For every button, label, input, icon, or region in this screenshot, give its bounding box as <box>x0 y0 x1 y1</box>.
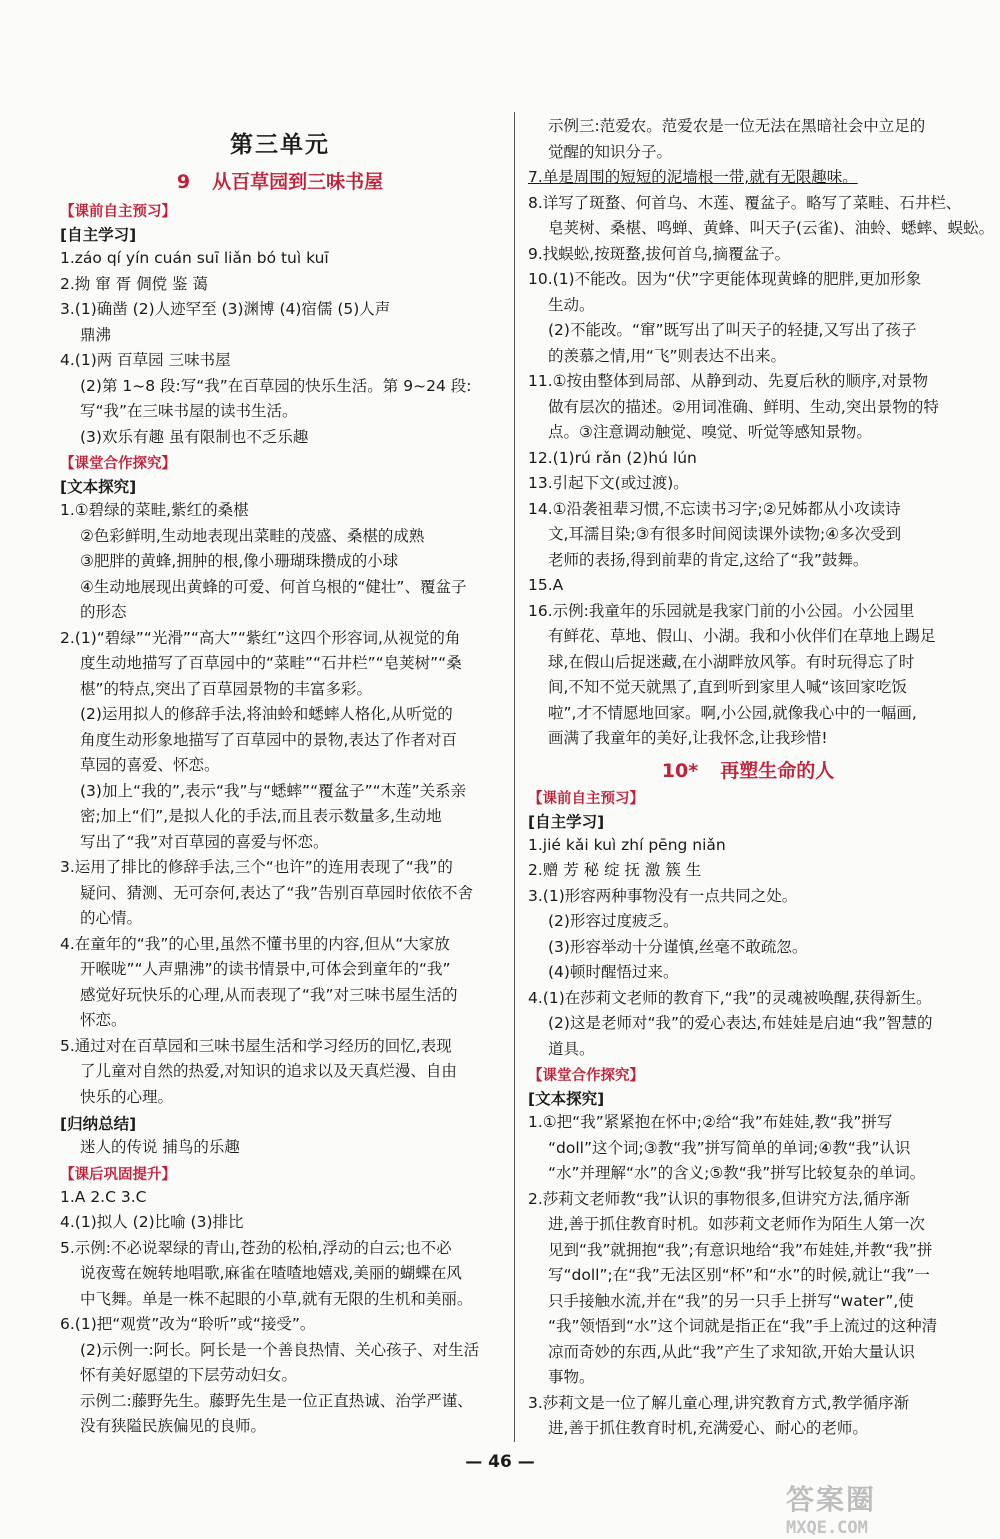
lesson-10-number: 10* <box>661 759 699 782</box>
answer-line: 感觉好玩快乐的心理,从而表现了“我”对三味书屋生活的 <box>80 985 458 1004</box>
watermark <box>786 1478 986 1536</box>
left-column <box>60 108 500 1440</box>
answer-line: 5.通过对在百草园和三味书屋生活和学习经历的回忆,表现 <box>60 1036 452 1055</box>
answer-line: 16.示例:我童年的乐园就是我家门前的小公园。小公园里 <box>528 601 915 620</box>
answer-line: 怀有美好愿望的下层劳动妇女。 <box>80 1366 298 1384</box>
answer-line: 4.在童年的“我”的心里,虽然不懂书里的内容,但从“大家放 <box>60 934 450 953</box>
answer-line: 1.záo qí yín cuán suī liǎn bó tuì kuī <box>60 249 329 267</box>
answer-line: 示例二:藤野先生。藤野先生是一位正直热诚、治学严谨、 <box>80 1391 473 1410</box>
answer-line: (3)欢乐有趣 虽有限制也不乏乐趣 <box>80 427 309 446</box>
answer-line: 觉醒的知识分子。 <box>548 142 673 161</box>
answer-line: (2)形容过度疲乏。 <box>548 912 679 930</box>
answer-line: 做有层次的描述。②用词准确、鲜明、生动,突出景物的特 <box>548 397 939 416</box>
subsection-header: [文本探究] <box>60 478 137 496</box>
answer-line: 12.(1)rú rǎn (2)hú lún <box>528 448 697 467</box>
answer-line: 快乐的心理。 <box>80 1087 174 1106</box>
answer-line: 写“doll”;在“我”无法区别“杯”和“水”的时候,就让“我”一 <box>548 1266 930 1284</box>
answer-line: 3.莎莉文是一位了解儿童心理,讲究教育方式,教学循序渐 <box>528 1393 910 1412</box>
answer-line: 4.(1)两 百草园 三味书屋 <box>60 351 231 369</box>
left-answers <box>60 200 500 1440</box>
answer-line: 写出了“我”对百草园的喜爱与怀恋。 <box>80 832 329 851</box>
answer-line: 球,在假山后捉迷藏,在小湖畔放风筝。有时玩得忘了时 <box>548 652 915 671</box>
answer-line: 11.①按由整体到局部、从静到动、先夏后秋的顺序,对景物 <box>528 372 928 390</box>
page-number: — 46 — <box>465 1452 535 1472</box>
answer-line: 凉而奇妙的东西,从此“我”产生了求知欲,开始大量认识 <box>548 1342 915 1361</box>
answer-line: 画满了我童年的美好,让我怀念,让我珍惜! <box>548 729 828 747</box>
right-answers-lesson10 <box>528 787 968 1442</box>
subsection-header: [自主学习] <box>60 226 137 244</box>
subsection-header: [文本探究] <box>528 1090 605 1108</box>
answer-line: 1.①把“我”紧紧抱在怀中;②给“我”布娃娃,教“我”拼写 <box>528 1113 893 1131</box>
answer-line: 了儿童对自然的热爱,对知识的追求以及天真烂漫、自由 <box>80 1062 457 1080</box>
section-header: 【课前自主预习】 <box>528 790 644 807</box>
answer-line: 5.示例:不必说翠绿的青山,苍劲的松柏,浮动的白云;也不必 <box>60 1238 452 1257</box>
answer-line: 2.(1)“碧绿”“光滑”“高大”“紫红”这四个形容词,从视觉的角 <box>60 628 461 647</box>
answer-line: 示例三:范爱农。范爱农是一位无法在黑暗社会中立足的 <box>548 117 926 135</box>
section-header: 【课堂合作探究】 <box>60 456 176 472</box>
answer-line: 生动。 <box>548 295 595 314</box>
right-column <box>528 114 995 1442</box>
answer-line: “水”并理解“水”的含义;⑤教“我”拼写比较复杂的单词。 <box>548 1164 926 1182</box>
answer-line: 的心情。 <box>80 909 143 927</box>
answer-line: 鼎沸 <box>80 325 112 344</box>
answer-line: 3.(1)确凿 (2)人迹罕至 (3)渊博 (4)宿儒 (5)人声 <box>60 300 391 318</box>
answer-line: (2)这是老师对“我”的爱心表达,布娃娃是启迪“我”智慧的 <box>548 1014 933 1032</box>
answer-line: 只手接触水流,并在“我”的另一只手上拼写“water”,使 <box>548 1291 914 1310</box>
answer-line: 迷人的传说 捕鸟的乐趣 <box>80 1138 240 1156</box>
answer-line: 椹”的特点,突出了百草园景物的丰富多彩。 <box>80 679 372 698</box>
answer-line: 道具。 <box>548 1039 595 1058</box>
answer-line: 3.(1)形容两种事物没有一点共同之处。 <box>528 886 798 905</box>
answer-line: (3)形容举动十分谨慎,丝毫不敢疏忽。 <box>548 937 808 956</box>
answer-line: 进,善于抓住教育时机。如莎莉文老师作为陌生人第一次 <box>548 1215 925 1233</box>
answer-line: 老师的表扬,得到前辈的肯定,这给了“我”鼓舞。 <box>548 550 869 569</box>
answer-line: 2.莎莉文老师教“我”认识的事物很多,但讲究方法,循序渐 <box>528 1189 910 1208</box>
answer-line: ③肥胖的黄蜂,拥肿的根,像小珊瑚珠攒成的小球 <box>80 552 399 570</box>
answer-line: (3)加上“我的”,表示“我”与“蟋蟀”“覆盆子”“木莲”关系亲 <box>80 781 467 800</box>
answer-line: 的形态 <box>80 603 127 621</box>
answer-line: 6.(1)把“观赏”改为“聆听”或“接受”。 <box>60 1315 316 1333</box>
right-answers <box>528 114 995 752</box>
answer-line: “我”领悟到“水”这个词就是指正在“我”手上流过的这种清 <box>548 1317 938 1335</box>
answer-line: (2)运用拟人的修辞手法,将油蛉和蟋蟀人格化,从听觉的 <box>80 705 453 723</box>
lesson-10-title <box>528 756 968 783</box>
answer-line: ④生动地展现出黄蜂的可爱、何首乌根的“健壮”、覆盆子 <box>80 577 467 596</box>
answer-line: “doll”这个词;③教“我”拼写简单的单词;④教“我”认识 <box>548 1138 911 1157</box>
section-header: 【课堂合作探究】 <box>528 1068 644 1084</box>
answer-line: 啦”,才不情愿地回家。啊,小公园,就像我心中的一幅画, <box>548 703 917 722</box>
answer-line: 说夜莺在婉转地唱歌,麻雀在喳喳地嬉戏,美丽的蝴蝶在风 <box>80 1264 462 1282</box>
section-header: 【课后巩固提升】 <box>60 1166 176 1183</box>
answer-line: 2.拗 窜 胥 倜傥 鉴 蔼 <box>60 274 208 293</box>
answer-line: 1.A 2.C 3.C <box>60 1187 147 1206</box>
answer-line: 的羡慕之情,用“飞”则表达不出来。 <box>548 346 786 365</box>
answer-line: 度生动地描写了百草园中的“菜畦”“石井栏”“皂荚树”“桑 <box>80 654 462 672</box>
answer-line: 见到“我”就拥抱“我”;有意识地给“我”布娃娃,并教“我”拼 <box>548 1240 933 1259</box>
answer-line: 写“我”在三味书屋的读书生活。 <box>80 402 298 420</box>
answer-line: ②色彩鲜明,生动地表现出菜畦的茂盛、桑椹的成熟 <box>80 526 425 545</box>
answer-line: 10.(1)不能改。因为“伏”字更能体现黄蜂的肥胖,更加形象 <box>528 270 922 288</box>
answer-line: 1.①碧绿的菜畦,紫红的桑椹 <box>60 501 249 519</box>
answer-line: 疑问、猜测、无可奈何,表达了“我”告别百草园时依依不舍 <box>80 883 473 902</box>
answer-line: 没有狭隘民族偏见的良师。 <box>80 1417 267 1435</box>
lesson-9-name: 从百草园到三味书屋 <box>212 171 384 193</box>
column-divider <box>514 112 515 1442</box>
answer-line: (2)不能改。“窜”既写出了叫天子的轻捷,又写出了孩子 <box>548 321 917 339</box>
answer-line: 事物。 <box>548 1368 595 1386</box>
subsection-header: [自主学习] <box>528 812 605 831</box>
answer-line: 8.详写了斑蝥、何首乌、木莲、覆盆子。略写了菜畦、石井栏、 <box>528 193 962 212</box>
section-header: 【课前自主预习】 <box>60 204 176 220</box>
answer-line: 开喉咙”“人声鼎沸”的读书情景中,可体会到童年的“我” <box>80 960 451 978</box>
answer-line: 中飞舞。单是一株不起眼的小草,就有无限的生机和美丽。 <box>80 1289 473 1308</box>
answer-line: 13.引起下文(或过渡)。 <box>528 474 689 492</box>
answer-line: (4)顿时醒悟过来。 <box>548 963 679 981</box>
answer-line: 15.A <box>528 576 564 594</box>
answer-line: 怀恋。 <box>80 1011 127 1029</box>
answer-line: 间,不知不觉天就黑了,直到听到家里人喊“该回家吃饭 <box>548 678 907 696</box>
answer-line: 角度生动形象地描写了百草园中的景物,表达了作者对百 <box>80 730 457 749</box>
answer-line: 皂荚树、桑椹、鸣蝉、黄蜂、叫天子(云雀)、油蛉、蟋蟀、蜈蚣。 <box>548 219 995 237</box>
answer-line: 进,善于抓住教育时机,充满爱心、耐心的老师。 <box>548 1419 868 1437</box>
answer-line: 7.单是周围的短短的泥墙根一带,就有无限趣味。 <box>528 168 858 186</box>
answer-line: 14.①沿袭祖辈习惯,不忘读书习字;②兄姊都从小攻读诗 <box>528 499 901 518</box>
watermark-logo: 答案圈 <box>786 1483 877 1516</box>
answer-line: 4.(1)在莎莉文老师的教育下,“我”的灵魂被唤醒,获得新生。 <box>528 988 932 1007</box>
answer-line: 点。③注意调动触觉、嗅觉、听觉等感知景物。 <box>548 423 872 441</box>
answer-line: 4.(1)拟人 (2)比喻 (3)排比 <box>60 1213 244 1231</box>
answer-line: 有鲜花、草地、假山、小湖。我和小伙伴们在草地上踢足 <box>548 627 936 645</box>
answer-line: 9.找蜈蚣,按斑蝥,拔何首乌,摘覆盆子。 <box>528 244 791 263</box>
lesson-9-title <box>60 167 500 194</box>
answer-line: 1.jié kǎi kuì zhí pēng niǎn <box>528 835 726 854</box>
answer-line: (2)第 1~8 段:写“我”在百草园的快乐生活。第 9~24 段: <box>80 376 472 395</box>
answer-line: 文,耳濡目染;③有很多时间阅读课外读物;④多次受到 <box>548 525 902 543</box>
watermark-url: MXQE.COM <box>786 1518 868 1538</box>
answer-line: 3.运用了排比的修辞手法,三个“也许”的连用表现了“我”的 <box>60 858 453 876</box>
answer-line: (2)示例一:阿长。阿长是一个善良热情、关心孩子、对生活 <box>80 1340 480 1359</box>
lesson-9-number: 9 <box>176 171 191 193</box>
answer-line: 2.赠 芳 秘 绽 抚 激 簇 生 <box>528 861 702 879</box>
subsection-header: [归纳总结] <box>60 1115 137 1133</box>
answer-line: 密;加上“们”,是拟人化的手法,而且表示数量多,生动地 <box>80 807 442 825</box>
unit-title: 第三单元 <box>230 131 330 158</box>
answer-line: 草园的喜爱、怀恋。 <box>80 756 220 774</box>
lesson-10-name: 再塑生命的人 <box>720 759 835 782</box>
